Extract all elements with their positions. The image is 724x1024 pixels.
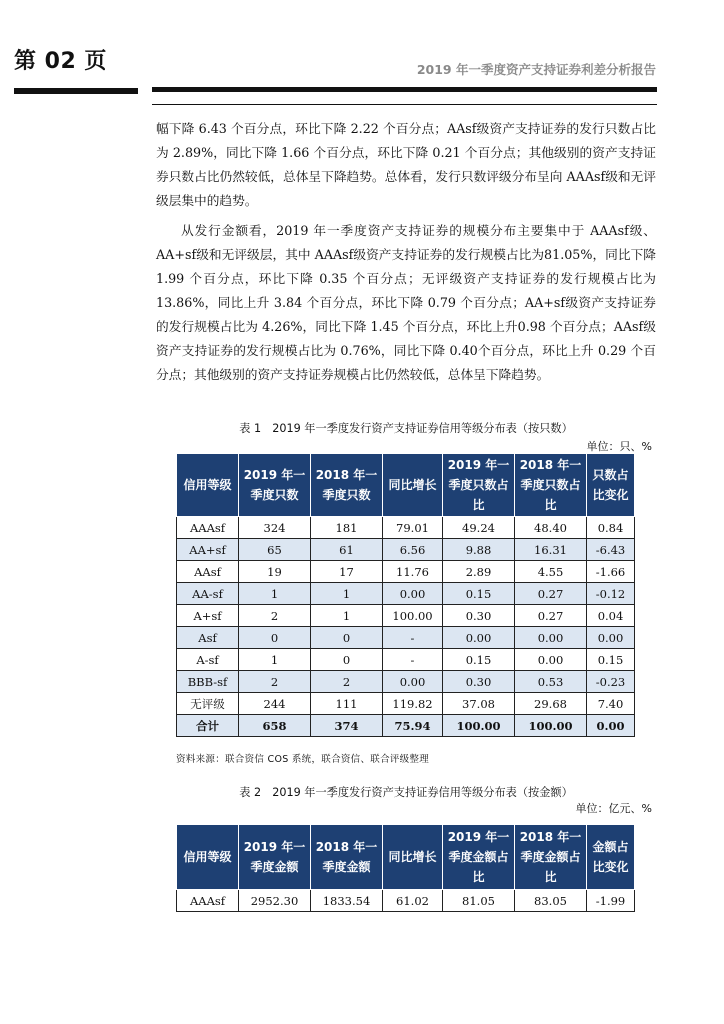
table-cell: 0.00 <box>515 649 587 671</box>
table1-header-cell: 同比增长 <box>383 454 443 517</box>
table-cell: Asf <box>177 627 239 649</box>
table-cell: 119.82 <box>383 693 443 715</box>
table-cell: 1 <box>239 583 311 605</box>
table-cell: 7.40 <box>587 693 635 715</box>
table-cell: 0 <box>239 627 311 649</box>
table-cell: -0.12 <box>587 583 635 605</box>
table-cell: - <box>383 649 443 671</box>
table-cell: 37.08 <box>443 693 515 715</box>
table1-body <box>177 517 635 737</box>
table-cell: 49.24 <box>443 517 515 539</box>
table-cell: 2 <box>239 671 311 693</box>
table-cell: 29.68 <box>515 693 587 715</box>
table1-header-cell: 2018 年一季度只数占比 <box>515 454 587 517</box>
table2 <box>176 824 635 912</box>
header-bar-right <box>152 87 657 92</box>
table-cell: 75.94 <box>383 715 443 737</box>
table-cell: 0.04 <box>587 605 635 627</box>
table-cell: 9.88 <box>443 539 515 561</box>
table-cell: 181 <box>311 517 383 539</box>
table-cell: 0.00 <box>515 627 587 649</box>
table-cell: -6.43 <box>587 539 635 561</box>
table-cell: 1833.54 <box>311 890 383 912</box>
table-cell: 1 <box>311 605 383 627</box>
table-cell: 658 <box>239 715 311 737</box>
table-cell: A-sf <box>177 649 239 671</box>
table-cell: 0.27 <box>515 583 587 605</box>
table-cell: 1 <box>311 583 383 605</box>
table-cell: 48.40 <box>515 517 587 539</box>
table-cell: 0.53 <box>515 671 587 693</box>
table-cell: AA-sf <box>177 583 239 605</box>
table-cell: 83.05 <box>515 890 587 912</box>
table-cell: 111 <box>311 693 383 715</box>
table2-header-cell: 2019 年一季度金额 <box>239 825 311 890</box>
table-cell: 0.27 <box>515 605 587 627</box>
table-cell: 0.15 <box>587 649 635 671</box>
table-cell: 0.84 <box>587 517 635 539</box>
table1-title: 表 1 2019 年一季度发行资产支持证券信用等级分布表（按只数） <box>239 422 573 435</box>
table-cell: 0.15 <box>443 583 515 605</box>
table-row <box>177 627 635 649</box>
table2-header-cell: 2018 年一季度金额 <box>311 825 383 890</box>
table-cell: 2 <box>311 671 383 693</box>
table1 <box>176 453 635 737</box>
table-cell: 100.00 <box>515 715 587 737</box>
table2-header-cell: 信用等级 <box>177 825 239 890</box>
table-cell: 2.89 <box>443 561 515 583</box>
table-cell: 0.30 <box>443 605 515 627</box>
table-row <box>177 671 635 693</box>
table2-unit: 单位：亿元、% <box>575 802 652 815</box>
table-cell: 79.01 <box>383 517 443 539</box>
header-bar-left <box>14 88 138 94</box>
table-cell: AAAsf <box>177 890 239 912</box>
table-cell: 2952.30 <box>239 890 311 912</box>
table-cell: - <box>383 627 443 649</box>
table-cell: 0.00 <box>383 671 443 693</box>
table2-header-cell: 2019 年一季度金额占比 <box>443 825 515 890</box>
table-cell: 4.55 <box>515 561 587 583</box>
paragraph-1: 幅下降 6.43 个百分点，环比下降 2.22 个百分点；AAsf级资产支持证券的发行只数占比为 2.89%，同比下降 1.66 个百分点，环比下降 0.21 个百分点；其他级别的资产支持证券只数占比仍然较低，总体呈下降趋势。总体看，发行只数评级分布呈向 AAAsf级和无评级层集中的趋势。 <box>156 121 656 208</box>
table-cell: AAAsf <box>177 517 239 539</box>
table-cell: 100.00 <box>383 605 443 627</box>
table-row <box>177 605 635 627</box>
table1-header-cell: 2019 年一季度只数占比 <box>443 454 515 517</box>
page-number: 第 02 页 <box>14 49 107 74</box>
table-cell: 11.76 <box>383 561 443 583</box>
table-row <box>177 649 635 671</box>
table-row <box>177 561 635 583</box>
table-cell: 0.00 <box>443 627 515 649</box>
table-row <box>177 715 635 737</box>
table2-title: 表 2 2019 年一季度发行资产支持证券信用等级分布表（按金额） <box>239 786 573 799</box>
table-cell: 19 <box>239 561 311 583</box>
table-cell: 0.00 <box>587 715 635 737</box>
table-cell: 61 <box>311 539 383 561</box>
table-cell: 374 <box>311 715 383 737</box>
table-cell: AAsf <box>177 561 239 583</box>
table-cell: 0.00 <box>587 627 635 649</box>
table-cell: -0.23 <box>587 671 635 693</box>
table-row <box>177 583 635 605</box>
table-cell: 61.02 <box>383 890 443 912</box>
table-cell: AA+sf <box>177 539 239 561</box>
table-cell: 324 <box>239 517 311 539</box>
table2-header-cell: 2018 年一季度金额占比 <box>515 825 587 890</box>
table1-header-cell: 信用等级 <box>177 454 239 517</box>
table-row <box>177 539 635 561</box>
table-cell: 16.31 <box>515 539 587 561</box>
table1-header-row <box>177 454 635 517</box>
table-cell: 0.15 <box>443 649 515 671</box>
table-cell: 65 <box>239 539 311 561</box>
table-cell: 0.00 <box>383 583 443 605</box>
table2-header-cell: 同比增长 <box>383 825 443 890</box>
table-cell: 2 <box>239 605 311 627</box>
table1-header-cell: 2018 年一季度只数 <box>311 454 383 517</box>
table-cell: 无评级 <box>177 693 239 715</box>
table-cell: 0 <box>311 649 383 671</box>
header-rule <box>152 104 657 105</box>
report-title: 2019 年一季度资产支持证券利差分析报告 <box>416 62 656 77</box>
table2-header-row <box>177 825 635 890</box>
table-cell: A+sf <box>177 605 239 627</box>
table-row <box>177 517 635 539</box>
table-cell: 6.56 <box>383 539 443 561</box>
table1-header-cell: 只数占比变化 <box>587 454 635 517</box>
table-cell: BBB-sf <box>177 671 239 693</box>
table-cell: 17 <box>311 561 383 583</box>
table-cell: 100.00 <box>443 715 515 737</box>
table2-header-cell: 金额占比变化 <box>587 825 635 890</box>
table-cell: 1 <box>239 649 311 671</box>
table1-source: 资料来源：联合资信 COS 系统，联合资信、联合评级整理 <box>176 754 430 765</box>
table-row <box>177 693 635 715</box>
table-cell: -1.99 <box>587 890 635 912</box>
table-cell: -1.66 <box>587 561 635 583</box>
table2-body <box>177 890 635 912</box>
table1-unit: 单位：只、% <box>586 440 652 453</box>
table-cell: 合计 <box>177 715 239 737</box>
table-row <box>177 890 635 912</box>
table1-header-cell: 2019 年一季度只数 <box>239 454 311 517</box>
table-cell: 81.05 <box>443 890 515 912</box>
table-cell: 244 <box>239 693 311 715</box>
table-cell: 0 <box>311 627 383 649</box>
paragraph-2: 从发行金额看，2019 年一季度资产支持证券的规模分布主要集中于 AAAsf级、AA+sf级和无评级层，其中 AAAsf级资产支持证券的发行规模占比为81.05%，同比下降 1.99 个百分点，环比下降 0.35 个百分点；无评级资产支持证券的发行规模占比为 13.86%，同比上升 3.84 个百分点，环比下降 0.79 个百分点；AA+sf级资产支持证券的发行规模占比为 4.26%，同比下降 1.45 个百分点，环比上升0.98 个百分点；AAsf级资产支持证券的发行规模占比为 0.76%，同比下降 0.40个百分点，环比上升 0.29 个百分点；其他级别的资产支持证券规模占比仍然较低，总体呈下降趋势。 <box>156 223 656 382</box>
table-cell: 0.30 <box>443 671 515 693</box>
